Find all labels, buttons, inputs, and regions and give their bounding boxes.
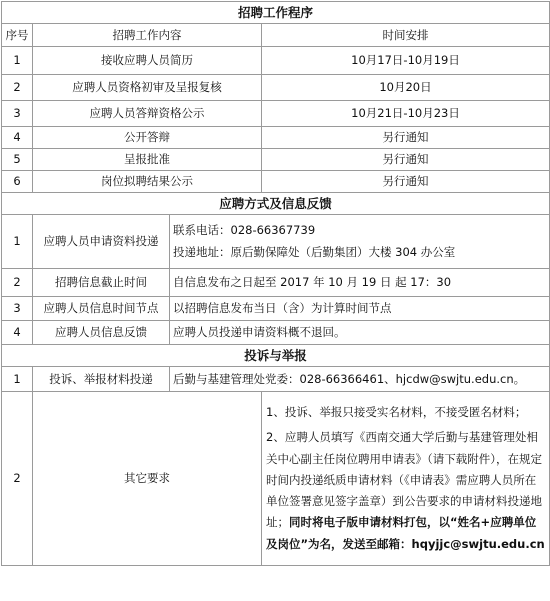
row-number: 3 xyxy=(2,297,33,321)
application-item: 应聘人员信息反馈 xyxy=(33,321,170,345)
application-detail xyxy=(170,215,550,269)
procedure-time: 10月17日-10月19日 xyxy=(262,47,550,75)
column-header-no: 序号 xyxy=(2,24,33,47)
procedure-content: 公开答辩 xyxy=(33,127,262,149)
complaints-title: 投诉与举报 xyxy=(2,345,550,367)
row-number: 4 xyxy=(2,321,33,345)
complaint-contact: 后勤与基建管理处党委：028-66366461、hjcdw@swjtu.edu.cn。 xyxy=(170,367,550,392)
row-number: 4 xyxy=(2,127,33,149)
procedure-time: 另行通知 xyxy=(262,171,550,193)
row-number: 1 xyxy=(2,367,33,392)
column-header-content: 招聘工作内容 xyxy=(33,24,262,47)
procedure-content: 呈报批准 xyxy=(33,149,262,171)
table-row xyxy=(2,101,550,127)
procedure-time: 另行通知 xyxy=(262,127,550,149)
table-row xyxy=(2,75,550,101)
procedure-time: 另行通知 xyxy=(262,149,550,171)
application-item: 应聘人员申请资料投递 xyxy=(33,215,170,269)
table-row xyxy=(2,215,550,269)
other-requirements-item: 其它要求 xyxy=(33,392,262,566)
procedure-content: 接收应聘人员简历 xyxy=(33,47,262,75)
time-node-text: 以招聘信息发布当日（含）为计算时间节点 xyxy=(170,297,550,321)
procedure-content: 岗位拟聘结果公示 xyxy=(33,171,262,193)
table-row xyxy=(2,127,550,149)
requirement-paragraph-2 xyxy=(266,427,545,555)
contact-phone: 联系电话：028-66367739 xyxy=(173,222,316,237)
procedure-time: 10月20日 xyxy=(262,75,550,101)
deadline-text: 自信息发布之日起至 2017 年 10 月 19 日 起 17：30 xyxy=(170,269,550,297)
column-header-time: 时间安排 xyxy=(262,24,550,47)
table-row xyxy=(2,367,550,392)
table-row xyxy=(2,321,550,345)
row-number: 1 xyxy=(2,47,33,75)
procedure-title: 招聘工作程序 xyxy=(2,2,550,24)
feedback-text: 应聘人员投递申请资料概不退回。 xyxy=(170,321,550,345)
complaint-item: 投诉、举报材料投递 xyxy=(33,367,170,392)
requirement-paragraph-1: 1、投诉、举报只接受实名材料，不接受匿名材料； xyxy=(266,405,527,420)
row-number: 2 xyxy=(2,269,33,297)
row-number: 3 xyxy=(2,101,33,127)
other-requirements-text xyxy=(262,392,550,566)
delivery-address: 投递地址：原后勤保障处（后勤集团）大楼 304 办公室 xyxy=(173,244,456,259)
table-row xyxy=(2,149,550,171)
application-item: 招聘信息截止时间 xyxy=(33,269,170,297)
row-number: 2 xyxy=(2,75,33,101)
procedure-content: 应聘人员资格初审及呈报复核 xyxy=(33,75,262,101)
procedure-time: 10月21日-10月23日 xyxy=(262,101,550,127)
application-title: 应聘方式及信息反馈 xyxy=(2,193,550,215)
requirement-paragraph-2-bold: 同时将电子版申请材料打包，以“姓名+应聘单位及岗位”为名，发送至邮箱：hqyjjc@swjtu.edu.cn xyxy=(266,515,545,551)
recruitment-table xyxy=(1,1,550,566)
table-row xyxy=(2,297,550,321)
table-row xyxy=(2,171,550,193)
requirement-paragraph-2-text: 2、应聘人员填写《西南交通大学后勤与基建管理处相关中心副主任岗位聘用申请表》（请下载附件），在规定时间内投递纸质申请材料（《申请表》需应聘人员所在单位签署意见签字盖章）到公告要求的申请材料投递地址； xyxy=(266,430,542,530)
row-number: 2 xyxy=(2,392,33,566)
table-row xyxy=(2,392,550,566)
row-number: 6 xyxy=(2,171,33,193)
table-row xyxy=(2,47,550,75)
procedure-content: 应聘人员答辩资格公示 xyxy=(33,101,262,127)
application-item: 应聘人员信息时间节点 xyxy=(33,297,170,321)
row-number: 5 xyxy=(2,149,33,171)
row-number: 1 xyxy=(2,215,33,269)
table-row xyxy=(2,269,550,297)
